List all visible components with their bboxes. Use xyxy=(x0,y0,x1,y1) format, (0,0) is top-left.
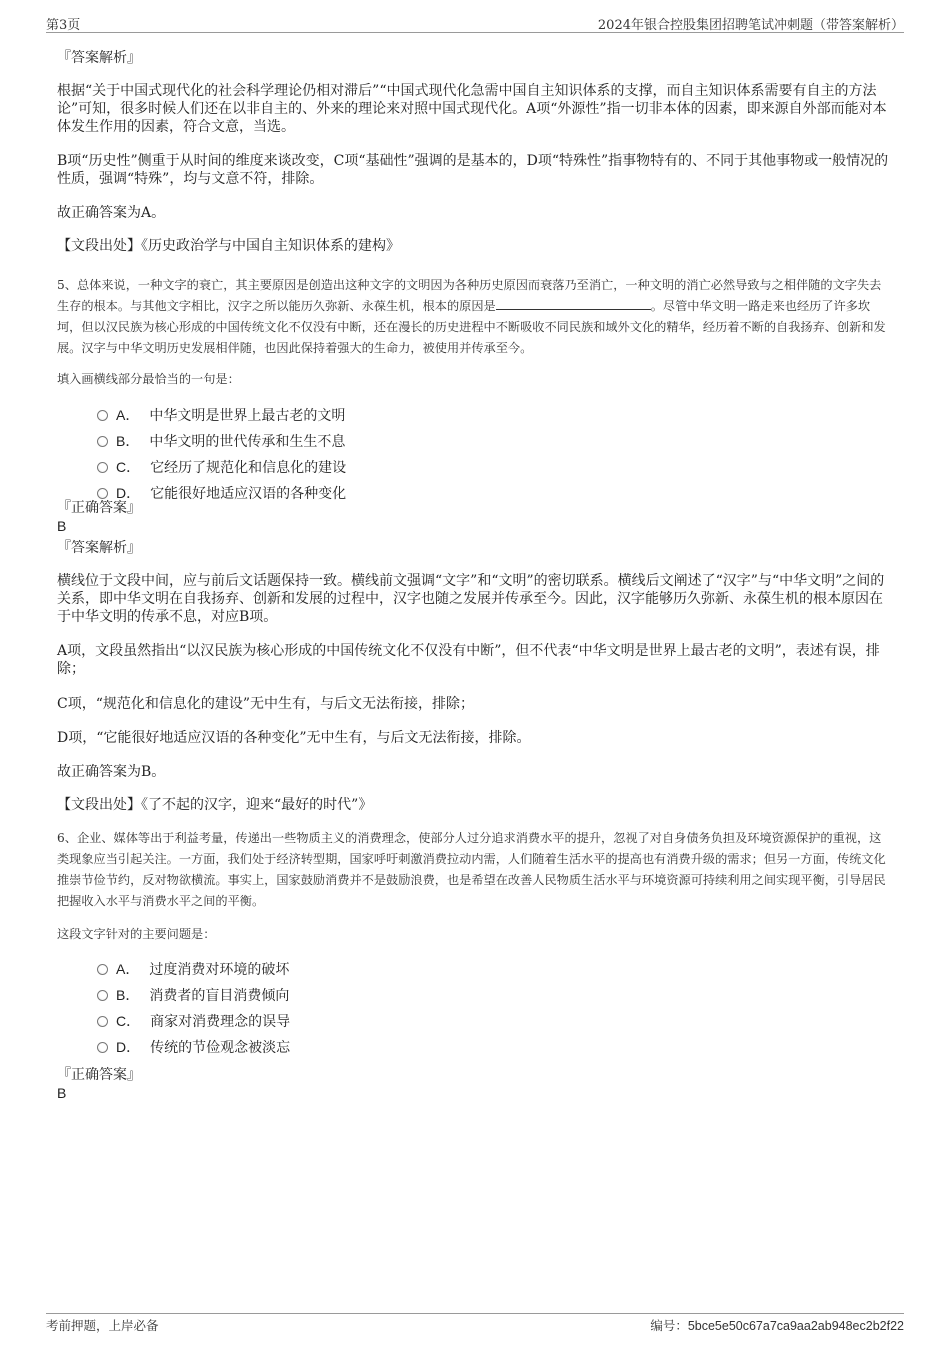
page-header xyxy=(46,12,904,33)
q6-answer: B xyxy=(57,1085,67,1101)
footer-slogan: 考前押题，上岸必备 xyxy=(46,1318,159,1333)
radio-icon[interactable] xyxy=(97,436,108,447)
q5-stem-part-2: 。尽管中华文明一路走来也经历了许多坎坷，但以汉民族为核心形成的中国传统文化不仅没有中断，还在漫长的历史进程中不断吸收不同民族和域外文化的精华，经历着不断的自我扬弃、创新和发展。汉字与中华文明历史发展相伴随，也因此保持着强大的生命力，被使用并传承至今。 xyxy=(57,299,886,355)
q5-option-a[interactable]: A． 中华文明是世界上最古老的文明 xyxy=(97,406,345,425)
q5-fill-blank xyxy=(496,296,651,310)
q4-source: 【文段出处】《历史政治学与中国自主知识体系的建构》 xyxy=(57,238,400,254)
q5-analysis-paragraph-1: 横线位于文段中间，应与前后文话题保持一致。横线前文强调“文字”和“文明”的密切联系。横线后文阐述了“汉字”与“中华文明”之间的关系，即中华文明在自我扬弃、创新和发展的过程中，汉字也随之发展并传承至今。因此，汉字能够历久弥新、永葆生机的根本原因在于中华文明的传承不息，对应B项。 xyxy=(57,573,885,625)
radio-icon[interactable] xyxy=(97,462,108,473)
q5-analysis-paragraph-4: D项，“它能很好地适应汉语的各种变化”无中生有，与后文无法衔接，排除。 xyxy=(57,730,531,746)
q5-stem xyxy=(57,275,893,359)
radio-icon[interactable] xyxy=(97,990,108,1001)
q5-option-b[interactable]: B． 中华文明的世代传承和生生不息 xyxy=(97,432,345,451)
radio-icon[interactable] xyxy=(97,1016,108,1027)
q6-stem: 6、企业、媒体等出于利益考量，传递出一些物质主义的消费理念，使部分人过分追求消费水平的提升，忽视了对自身债务负担及环境资源保护的重视，这类现象应当引起关注。一方面，我们处于经济转型期，国家呼吁刺激消费拉动内需，人们随着生活水平的提高也有消费升级的需求；但另一方面，传统文化推崇节俭节约，反对物欲横流。事实上，国家鼓励消费并不是鼓励浪费，也是希望在改善人民物质生活水平与环境资源可持续利用之间实现平衡，引导居民把握收入水平与消费水平之间的平衡。 xyxy=(57,831,886,908)
q4-conclusion: 故正确答案为A。 xyxy=(57,205,166,221)
page-footer xyxy=(46,1313,904,1334)
q5-stem-part-1: 5、总体来说，一种文字的衰亡，其主要原因是创造出这种文字的文明因为各种历史原因而衰落乃至消亡，一种文明的消亡必然导致与之相伴随的文字失去生存的根本。与其他文字相比，汉字之所以能历久弥新、永葆生机，根本的原因是 xyxy=(57,278,882,313)
radio-icon[interactable] xyxy=(97,1042,108,1053)
q5-analysis-label: 『答案解析』 xyxy=(57,540,141,556)
q5-option-d[interactable]: D． 它能很好地适应汉语的各种变化 xyxy=(97,484,346,503)
document-title: 2024年银合控股集团招聘笔试冲刺题（带答案解析） xyxy=(597,18,904,33)
q5-conclusion: 故正确答案为B。 xyxy=(57,764,166,780)
radio-icon[interactable] xyxy=(97,410,108,421)
q4-analysis-paragraph-2: B项“历史性”侧重于从时间的维度来谈改变，C项“基础性”强调的是基本的，D项“特殊性”指事物特有的、不同于其他事物或一般情况的性质，强调“特殊”，均与文意不符，排除。 xyxy=(57,153,889,187)
q4-analysis-paragraph-1: 根据“关于中国式现代化的社会科学理论仍相对滞后”“中国式现代化急需中国自主知识体系的支撑，而自主知识体系需要有自主的方法论”可知，很多时候人们还在以非自主的、外来的理论来对照中国式现代化。A项“外源性”指一切非本体的因素，即来源自外部而能对本体发生作用的因素，符合文意，当选。 xyxy=(57,83,887,135)
q5-answer-label: 『正确答案』 xyxy=(57,500,141,516)
q4-analysis-label: 『答案解析』 xyxy=(57,50,141,66)
q6-option-c[interactable]: C． 商家对消费理念的误导 xyxy=(97,1012,290,1031)
document-serial: 编号：5bce5e50c67a7ca9aa2ab948ec2b2f22 xyxy=(650,1319,904,1333)
q6-option-d[interactable]: D． 传统的节俭观念被淡忘 xyxy=(97,1038,290,1057)
page-number: 第3页 xyxy=(46,18,81,33)
q6-answer-label: 『正确答案』 xyxy=(57,1067,141,1083)
q6-prompt: 这段文字针对的主要问题是： xyxy=(57,927,216,941)
q5-source: 【文段出处】《了不起的汉字，迎来“最好的时代”》 xyxy=(57,797,373,813)
q5-analysis-paragraph-3: C项，“规范化和信息化的建设”无中生有，与后文无法衔接，排除； xyxy=(57,696,475,712)
q6-option-b[interactable]: B． 消费者的盲目消费倾向 xyxy=(97,986,289,1005)
q6-option-a[interactable]: A． 过度消费对环境的破坏 xyxy=(97,960,289,979)
q5-analysis-paragraph-2: A项，文段虽然指出“以汉民族为核心形成的中国传统文化不仅没有中断”，但不代表“中华文明是世界上最古老的文明”，表述有误，排除； xyxy=(57,643,880,677)
q5-option-c[interactable]: C． 它经历了规范化和信息化的建设 xyxy=(97,458,346,477)
radio-icon[interactable] xyxy=(97,964,108,975)
radio-icon[interactable] xyxy=(97,488,108,499)
q5-answer: B xyxy=(57,518,67,534)
q5-prompt: 填入画横线部分最恰当的一句是： xyxy=(57,372,240,386)
